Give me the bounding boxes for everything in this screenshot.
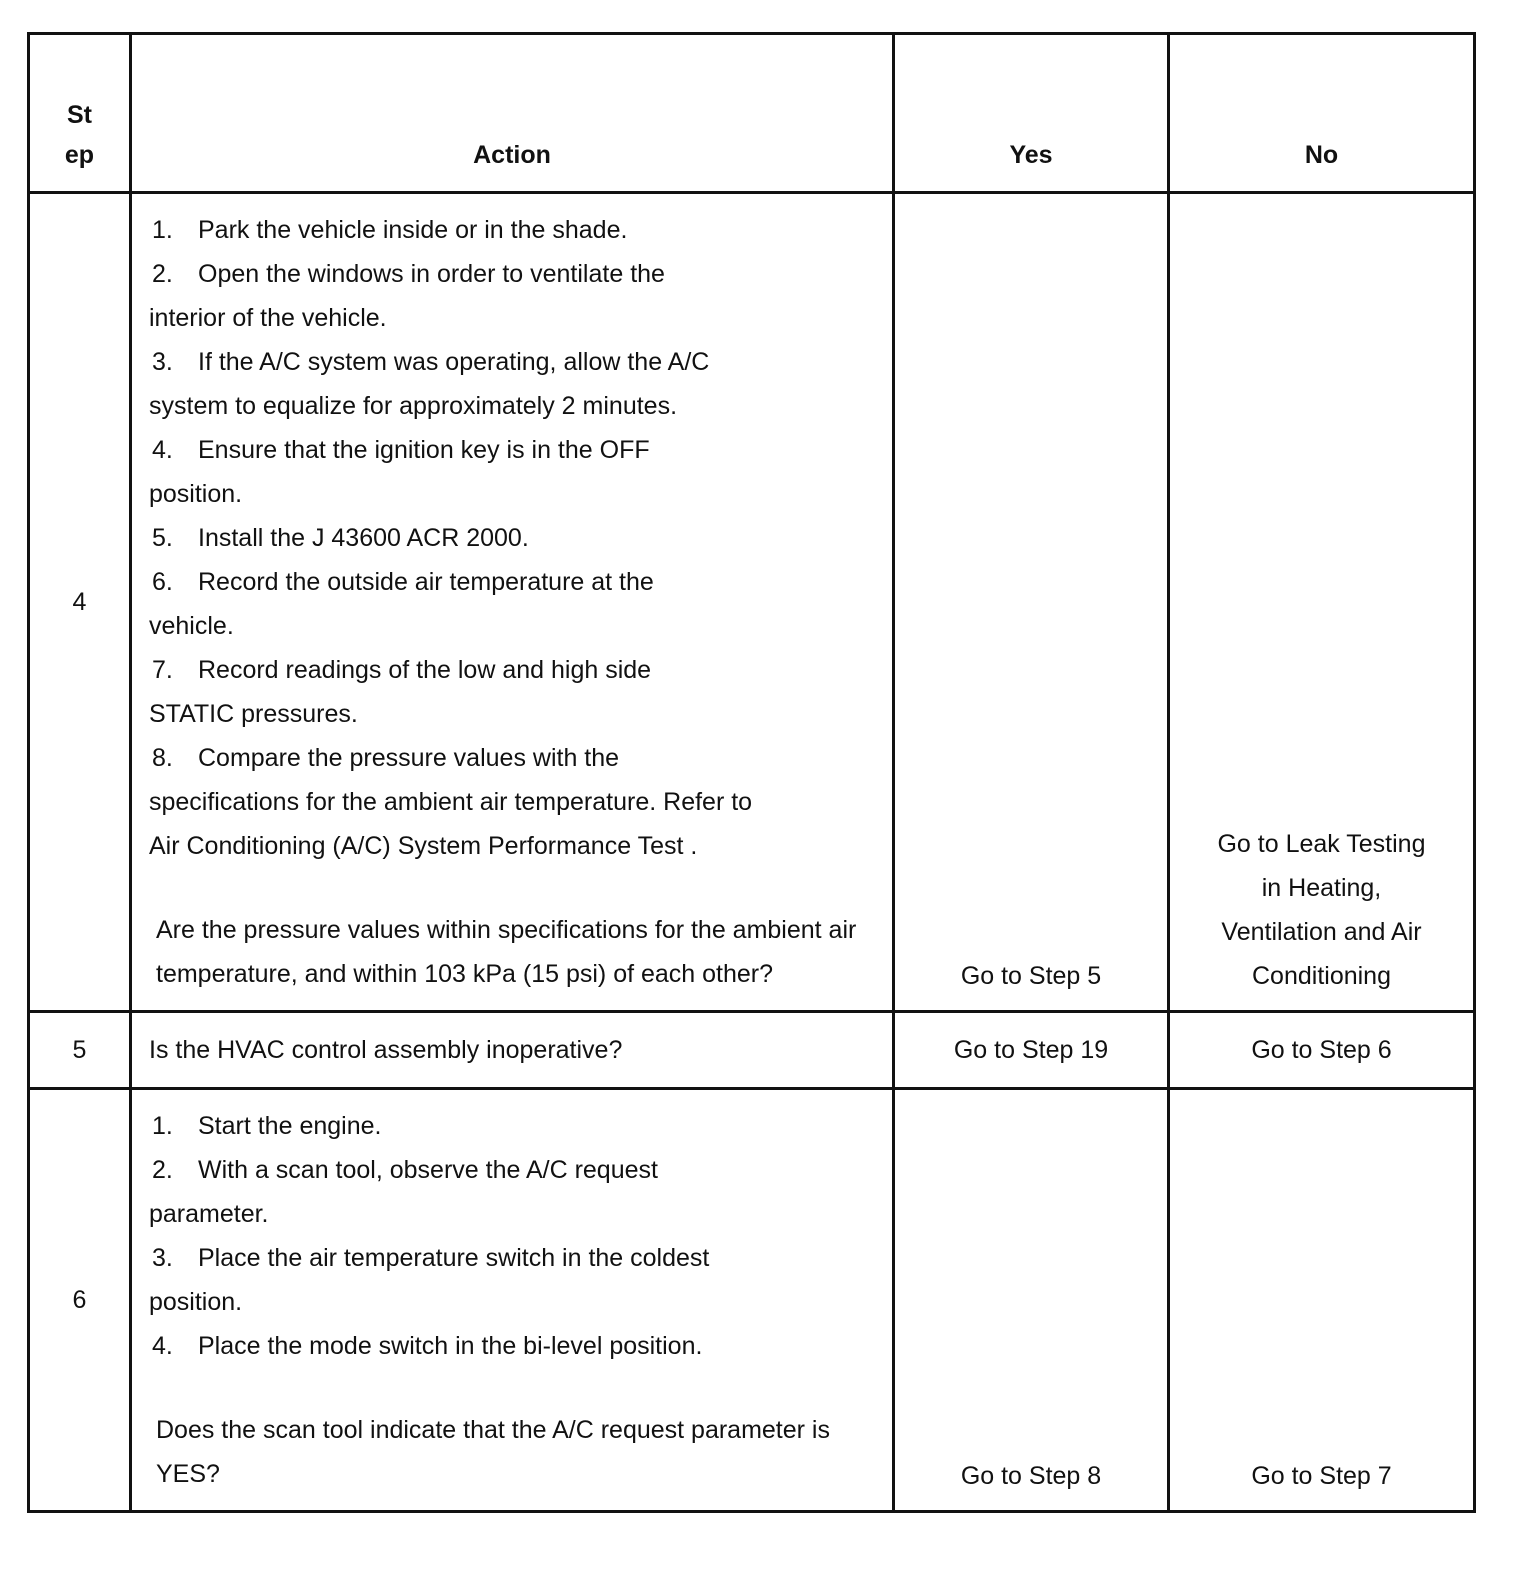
item-text: Place the mode switch in the bi-level position. bbox=[198, 1332, 703, 1360]
list-item bbox=[149, 208, 872, 252]
header-step bbox=[29, 34, 131, 193]
item-number: 3. bbox=[152, 348, 173, 376]
item-text: Place the air temperature switch in the coldest bbox=[198, 1244, 710, 1272]
item-text: Start the engine. bbox=[198, 1112, 382, 1140]
item-number: 7. bbox=[152, 656, 173, 684]
step-number: 5 bbox=[29, 1012, 131, 1089]
step-question: Does the scan tool indicate that the A/C request parameter is YES? bbox=[156, 1416, 830, 1488]
item-number: 4. bbox=[152, 1332, 173, 1360]
diagnostic-table bbox=[27, 32, 1476, 1513]
no-result: Go to Step 7 bbox=[1169, 1089, 1475, 1512]
header-action: Action bbox=[131, 34, 894, 193]
step-number: 4 bbox=[29, 193, 131, 1012]
action-cell bbox=[131, 193, 894, 1012]
item-text: Ensure that the ignition key is in the OFF bbox=[198, 436, 650, 464]
table-row-step-5 bbox=[29, 1012, 1475, 1089]
list-item bbox=[149, 1324, 872, 1368]
item-text-continued: Air Conditioning (A/C) System Performance Test . bbox=[149, 832, 698, 860]
item-number: 8. bbox=[152, 744, 173, 772]
item-number: 6. bbox=[152, 568, 173, 596]
item-text-continued: position. bbox=[149, 1288, 243, 1316]
list-item bbox=[149, 736, 872, 868]
action-cell bbox=[131, 1089, 894, 1512]
yes-result: Go to Step 8 bbox=[894, 1089, 1169, 1512]
item-text: Park the vehicle inside or in the shade. bbox=[198, 216, 628, 244]
item-text: Open the windows in order to ventilate the bbox=[198, 260, 665, 288]
item-text-continued: system to equalize for approximately 2 minutes. bbox=[149, 392, 678, 420]
no-result: Go to Step 6 bbox=[1169, 1012, 1475, 1089]
action-steps-list bbox=[149, 208, 872, 868]
item-text: Compare the pressure values with the bbox=[198, 744, 620, 772]
item-number: 2. bbox=[152, 260, 173, 288]
action-steps-list bbox=[149, 1104, 872, 1368]
list-item bbox=[149, 560, 872, 648]
header-yes: Yes bbox=[894, 34, 1169, 193]
list-item bbox=[149, 340, 872, 428]
header-step-line1: St bbox=[67, 101, 92, 129]
item-text: With a scan tool, observe the A/C request bbox=[198, 1156, 658, 1184]
item-text-continued: interior of the vehicle. bbox=[149, 304, 387, 332]
item-number: 2. bbox=[152, 1156, 173, 1184]
no-result bbox=[1169, 193, 1475, 1012]
action-cell: Is the HVAC control assembly inoperative? bbox=[131, 1012, 894, 1089]
no-result-text: Go to Leak Testing in Heating, Ventilation and Air Conditioning bbox=[1217, 830, 1426, 990]
list-item bbox=[149, 428, 872, 516]
header-row bbox=[29, 34, 1475, 193]
yes-result: Go to Step 5 bbox=[894, 193, 1169, 1012]
item-text: If the A/C system was operating, allow the A/C bbox=[198, 348, 710, 376]
list-item bbox=[149, 516, 872, 560]
item-number: 1. bbox=[152, 216, 173, 244]
item-text-continued: vehicle. bbox=[149, 612, 234, 640]
item-number: 5. bbox=[152, 524, 173, 552]
header-step-line2: ep bbox=[64, 141, 95, 169]
item-text-continued: position. bbox=[149, 480, 243, 508]
table-row-step-4 bbox=[29, 193, 1475, 1012]
item-number: 3. bbox=[152, 1244, 173, 1272]
item-text-continued: STATIC pressures. bbox=[149, 700, 358, 728]
table-row-step-6 bbox=[29, 1089, 1475, 1512]
step-question: Are the pressure values within specifications for the ambient air temperature, and within 103 kPa (15 psi) of each other? bbox=[156, 916, 857, 988]
item-number: 4. bbox=[152, 436, 173, 464]
yes-result: Go to Step 19 bbox=[894, 1012, 1169, 1089]
item-text-continued: specifications for the ambient air temperature. Refer to bbox=[149, 788, 753, 816]
list-item bbox=[149, 1148, 872, 1236]
list-item bbox=[149, 1236, 872, 1324]
list-item bbox=[149, 1104, 872, 1148]
item-text: Record the outside air temperature at the bbox=[198, 568, 654, 596]
step-number: 6 bbox=[29, 1089, 131, 1512]
header-no: No bbox=[1169, 34, 1475, 193]
item-text-continued: parameter. bbox=[149, 1200, 269, 1228]
item-number: 1. bbox=[152, 1112, 173, 1140]
list-item bbox=[149, 648, 872, 736]
item-text: Record readings of the low and high side bbox=[198, 656, 652, 684]
item-text: Install the J 43600 ACR 2000. bbox=[198, 524, 529, 552]
list-item bbox=[149, 252, 872, 340]
